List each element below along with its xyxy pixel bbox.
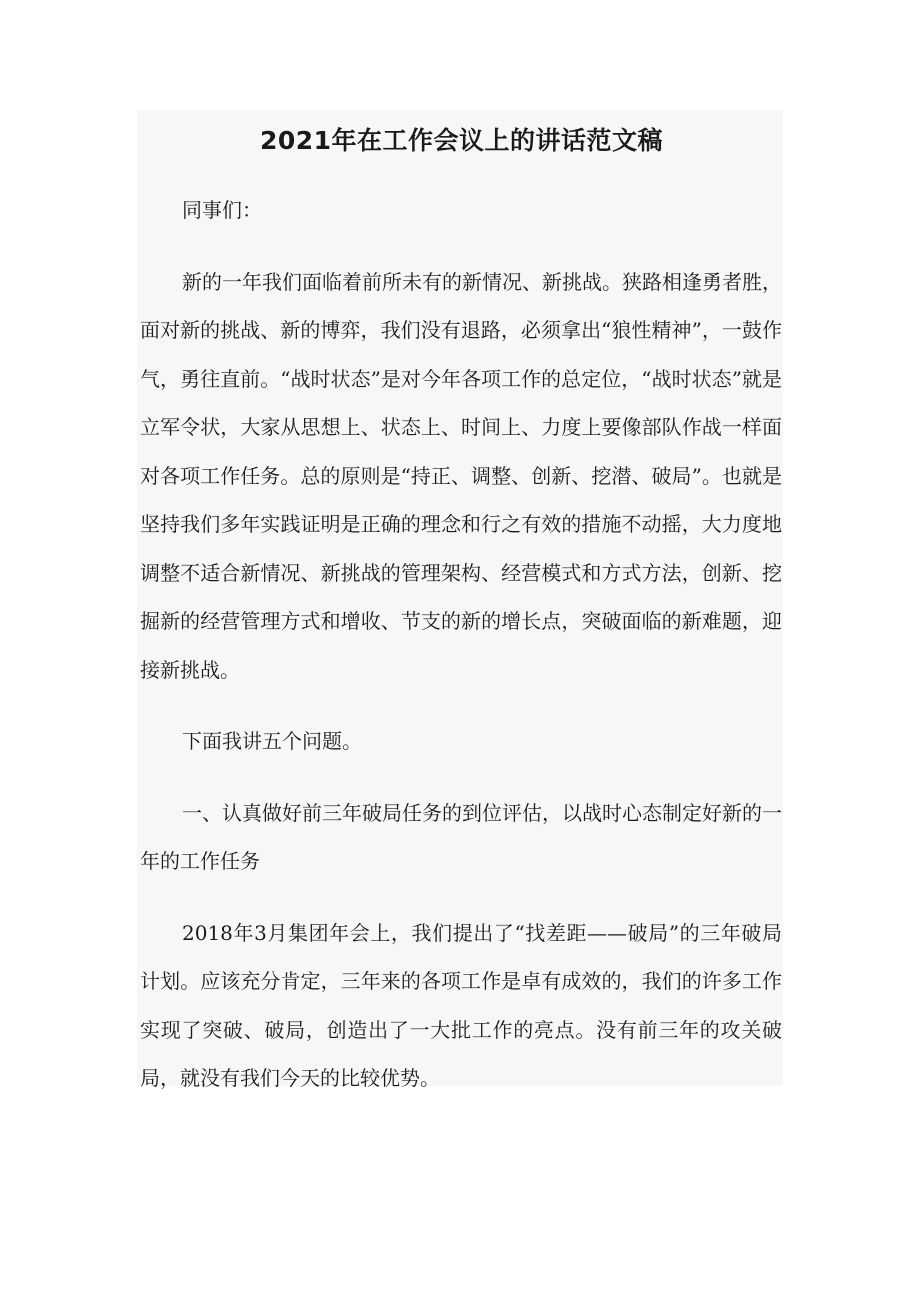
paragraph-outline: 下面我讲五个问题。 bbox=[182, 729, 362, 753]
greeting-line: 同事们： bbox=[182, 198, 262, 222]
section-heading-one: 一、认真做好前三年破局任务的到位评估，以战时心态制定好新的一年的工作任务 bbox=[140, 800, 782, 873]
document-page bbox=[137, 110, 783, 1090]
paragraph-review: 2018年3月集团年会上，我们提出了“找差距——破局”的三年破局计划。应该充分肯定，三年来的各项工作是卓有成效的，我们的许多工作实现了突破、破局，创造出了一大批工作的亮点。没有前三年的攻关破局，就没有我们今天的比较优势。 bbox=[140, 920, 782, 1090]
paragraph-intro: 新的一年我们面临着前所未有的新情况、新挑战。狭路相逢勇者胜，面对新的挑战、新的博弈，我们没有退路，必须拿出“狼性精神”，一鼓作气，勇往直前。“战时状态”是对今年各项工作的总定位，“战时状态”就是立军令状，大家从思想上、状态上、时间上、力度上要像部队作战一样面对各项工作任务。总的原则是“持正、调整、创新、挖潜、破局”。也就是坚持我们多年实践证明是正确的理念和行之有效的措施不动摇，大力度地调整不适合新情况、新挑战的管理架构、经营模式和方式方法，创新、挖掘新的经营管理方式和增收、节支的新的增长点，突破面临的新难题，迎接新挑战。 bbox=[140, 269, 782, 682]
document-title: 2021年在工作会议上的讲话范文稿 bbox=[259, 126, 664, 155]
